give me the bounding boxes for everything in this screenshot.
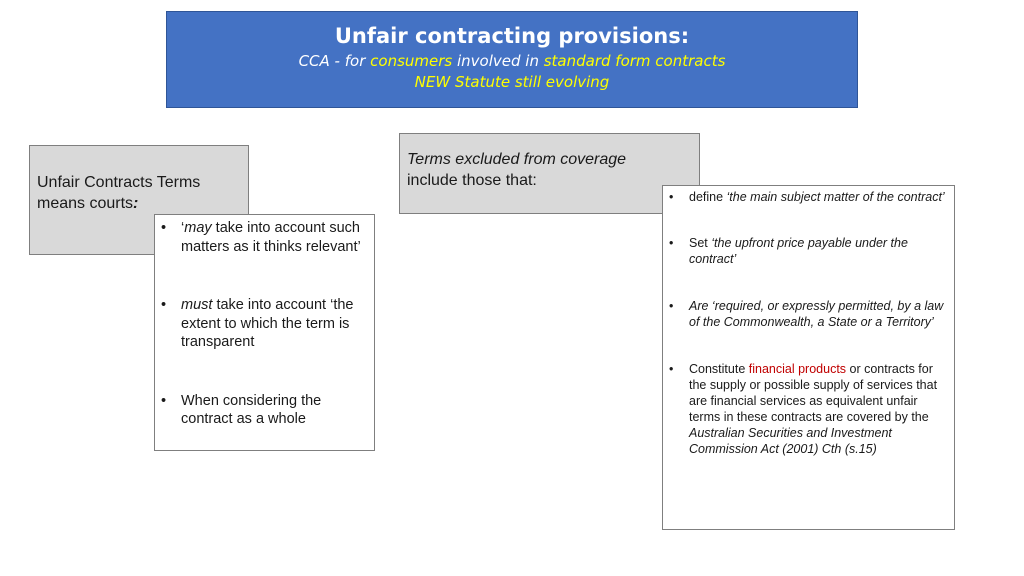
financial-products-text: financial products (748, 362, 847, 376)
subtitle-prefix: CCA - for (298, 52, 371, 70)
must-text: must (181, 297, 213, 313)
list-item: • define ‘the main subject matter of the contract’ (689, 189, 947, 205)
list-item: • Set ‘the upfront price payable under the contract’ (689, 235, 947, 267)
excluded-list (689, 189, 947, 457)
unfair-terms-heading-line2: means courts (37, 195, 134, 212)
list-item: • ‘may take into account such matters as it thinks relevant’ (181, 219, 366, 256)
subtitle-standard-form: standard form contracts (543, 52, 726, 70)
slide-subtitle (167, 52, 857, 70)
unfair-terms-heading-line1: Unfair Contracts Terms (37, 174, 201, 191)
may-text: may (184, 220, 212, 236)
list-item: • Constitute financial products or contracts for the supply or possible supply of services that are financial services as equivalent unfair terms in these contracts are covered by the Australian Securities and Investment Commission Act (2001) Cth (s.15) (689, 361, 947, 457)
subtitle-new-statute: NEW Statute still evolving (414, 73, 610, 91)
unfair-terms-heading-colon: : (133, 195, 139, 212)
subtitle-consumers: consumers (370, 52, 453, 70)
list-item: • must take into account ‘the extent to which the term is transparent (181, 296, 366, 352)
title-banner (166, 11, 858, 108)
list-item: • When considering the contract as a whole (181, 392, 366, 429)
asic-act-text: Australian Securities and Investment Commission Act (2001) Cth (s.15) (689, 426, 892, 456)
list-item: • Are ‘required, or expressly permitted, by a law of the Commonwealth, a State or a Territory’ (689, 298, 947, 330)
courts-list (181, 219, 366, 429)
excluded-terms-heading (407, 149, 692, 191)
excluded-terms-heading-rest: include those that: (407, 172, 537, 189)
unfair-terms-heading (37, 172, 237, 214)
slide-title: Unfair contracting provisions: (334, 24, 690, 48)
subtitle-involved: involved in (452, 52, 544, 70)
excluded-terms-heading-italic: Terms excluded from coverage (407, 151, 627, 168)
